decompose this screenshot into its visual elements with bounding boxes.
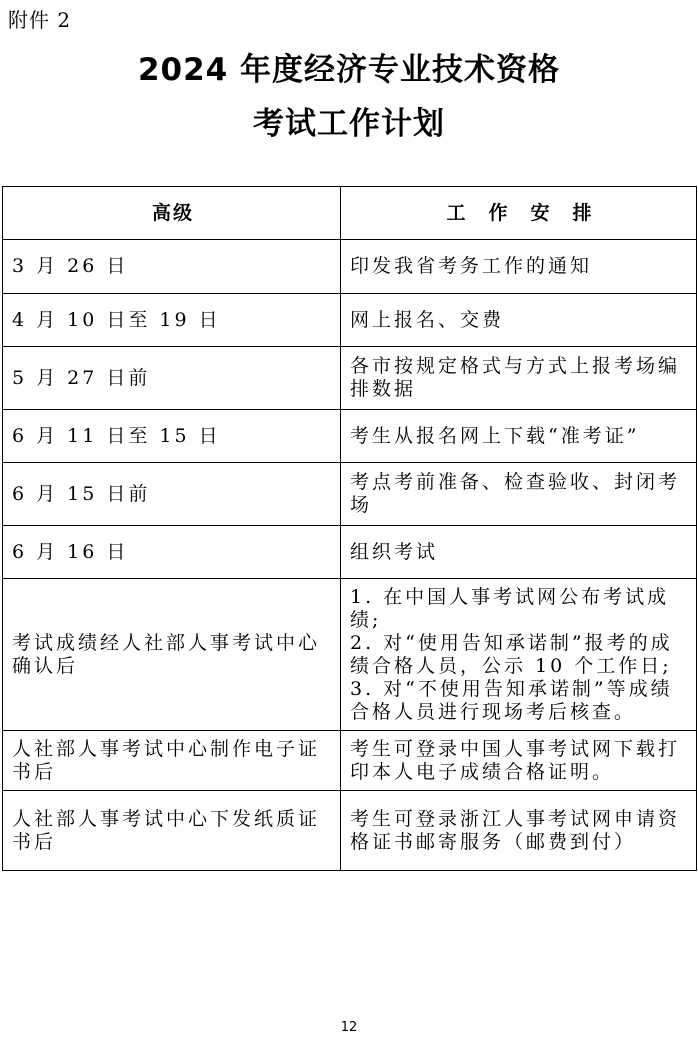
row-date: 6 月 15 日前 — [3, 463, 341, 526]
row-work: 考生从报名网上下载“准考证” — [341, 410, 697, 463]
work-item: 3. 对“不使用告知承诺制”等成绩合格人员进行现场考后核查。 — [350, 677, 673, 723]
work-item: 1. 在中国人事考试网公布考试成绩; — [350, 585, 670, 631]
header-level: 高级 — [3, 187, 341, 240]
row-date: 4 月 10 日至 19 日 — [3, 294, 341, 347]
exam-schedule-table — [2, 186, 697, 871]
row-date: 6 月 16 日 — [3, 526, 341, 579]
page-number: 12 — [340, 1020, 358, 1035]
table-header-row — [3, 187, 697, 240]
row-work: 考生可登录中国人事考试网下载打印本人电子成绩合格证明。 — [341, 731, 697, 791]
header-work-arrangement: 工 作 安 排 — [341, 187, 697, 240]
row-work — [341, 579, 697, 731]
table-row — [3, 294, 697, 347]
document-title-line2: 考试工作计划 — [253, 106, 445, 142]
table-row — [3, 410, 697, 463]
row-work: 网上报名、交费 — [341, 294, 697, 347]
table-row — [3, 791, 697, 871]
row-date: 考试成绩经人社部人事考试中心确认后 — [3, 579, 341, 731]
document-title-line1: 2024 年度经济专业技术资格 — [137, 52, 561, 88]
row-work: 各市按规定格式与方式上报考场编排数据 — [341, 347, 697, 410]
attachment-label: 附件 2 — [8, 8, 72, 32]
table-row — [3, 579, 697, 731]
table-row — [3, 347, 697, 410]
row-work: 考点考前准备、检查验收、封闭考场 — [341, 463, 697, 526]
row-date: 人社部人事考试中心下发纸质证书后 — [3, 791, 341, 871]
row-work: 组织考试 — [341, 526, 697, 579]
table-row — [3, 731, 697, 791]
row-date: 5 月 27 日前 — [3, 347, 341, 410]
row-date: 3 月 26 日 — [3, 240, 341, 294]
row-work: 印发我省考务工作的通知 — [341, 240, 697, 294]
table-row — [3, 240, 697, 294]
work-item: 2. 对“使用告知承诺制”报考的成绩合格人员，公示 10 个工作日; — [350, 631, 673, 677]
row-date: 人社部人事考试中心制作电子证书后 — [3, 731, 341, 791]
row-date: 6 月 11 日至 15 日 — [3, 410, 341, 463]
row-work: 考生可登录浙江人事考试网申请资格证书邮寄服务（邮费到付） — [341, 791, 697, 871]
table-row — [3, 526, 697, 579]
table-row — [3, 463, 697, 526]
